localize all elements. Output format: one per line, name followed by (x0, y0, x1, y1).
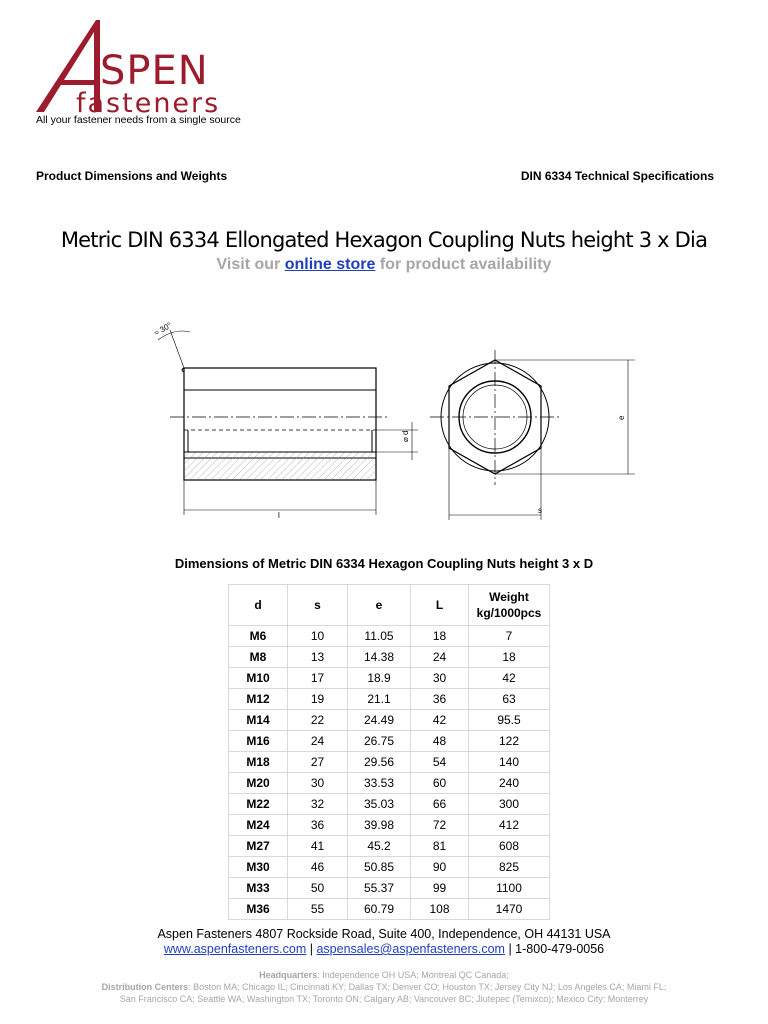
table-cell: 11.05 (348, 626, 411, 647)
table-cell: M30 (229, 857, 288, 878)
table-cell: 18 (469, 647, 550, 668)
table-cell: 36 (411, 689, 469, 710)
dc-label: Distribution Centers (101, 982, 189, 992)
header-e: e (348, 585, 411, 626)
header-left: Product Dimensions and Weights (36, 169, 228, 183)
table-cell: M24 (229, 815, 288, 836)
table-row (229, 710, 550, 731)
table-cell: 72 (411, 815, 469, 836)
table-cell: 608 (469, 836, 550, 857)
email-link[interactable]: aspensales@aspenfasteners.com (316, 942, 505, 956)
subtitle-prefix: Visit our (216, 256, 285, 273)
table-cell: 30 (288, 773, 348, 794)
table-cell: 14.38 (348, 647, 411, 668)
hq-label: Headquarters (259, 970, 318, 980)
table-cell: 48 (411, 731, 469, 752)
table-cell: 54 (411, 752, 469, 773)
table-cell: 90 (411, 857, 469, 878)
header-s: s (288, 585, 348, 626)
table-cell: 41 (288, 836, 348, 857)
table-row (229, 836, 550, 857)
table-cell: 26.75 (348, 731, 411, 752)
subtitle (0, 256, 768, 274)
angle-label: ≈ 30° (152, 320, 174, 338)
table-cell: 24 (288, 731, 348, 752)
table-cell: 412 (469, 815, 550, 836)
table-cell: 50.85 (348, 857, 411, 878)
table-cell: M14 (229, 710, 288, 731)
table-cell: 46 (288, 857, 348, 878)
diameter-label: ⌀ d (401, 430, 410, 442)
table-title: Dimensions of Metric DIN 6334 Hexagon Coupling Nuts height 3 x D (174, 556, 594, 571)
table-cell: 32 (288, 794, 348, 815)
table-cell: 45.2 (348, 836, 411, 857)
table-cell: 24.49 (348, 710, 411, 731)
table-cell: 66 (411, 794, 469, 815)
aspen-logo (34, 18, 254, 118)
table-cell: 81 (411, 836, 469, 857)
table-cell: 35.03 (348, 794, 411, 815)
table-cell: M27 (229, 836, 288, 857)
online-store-link[interactable]: online store (284, 256, 376, 273)
table-cell: 55 (288, 899, 348, 920)
e-label: e (617, 415, 626, 420)
table-cell: 95.5 (469, 710, 550, 731)
distribution-line (0, 982, 768, 992)
table-row (229, 794, 550, 815)
table-cell: 29.56 (348, 752, 411, 773)
table-header-row (229, 585, 550, 626)
table-cell: 33.53 (348, 773, 411, 794)
table-cell: 19 (288, 689, 348, 710)
brand-word: SPEN (100, 48, 209, 94)
table-cell: 42 (411, 710, 469, 731)
table-cell: 60 (411, 773, 469, 794)
table-row (229, 731, 550, 752)
table-cell: 50 (288, 878, 348, 899)
hq-text: : Independence OH USA; Montreal QC Canada; (317, 970, 509, 980)
table-cell: 17 (288, 668, 348, 689)
table-cell: 42 (469, 668, 550, 689)
table-cell: 300 (469, 794, 550, 815)
table-cell: 27 (288, 752, 348, 773)
table-cell: 13 (288, 647, 348, 668)
table-cell: M10 (229, 668, 288, 689)
table-cell: 22 (288, 710, 348, 731)
table-row (229, 689, 550, 710)
header-right: DIN 6334 Technical Specifications (520, 169, 714, 183)
table-cell: 21.1 (348, 689, 411, 710)
front-view (430, 350, 635, 520)
table-cell: 108 (411, 899, 469, 920)
table-cell: M33 (229, 878, 288, 899)
brand-sub: fasteners (76, 88, 221, 119)
page-title: Metric DIN 6334 Ellongated Hexagon Coupling Nuts height 3 x Dia (60, 228, 708, 252)
footer-address: Aspen Fasteners 4807 Rockside Road, Suite 400, Independence, OH 44131 USA (157, 927, 611, 941)
table-row (229, 773, 550, 794)
table-cell: 24 (411, 647, 469, 668)
table-cell: M18 (229, 752, 288, 773)
table-row (229, 668, 550, 689)
table-cell: 60.79 (348, 899, 411, 920)
table-cell: 1470 (469, 899, 550, 920)
table-cell: 18.9 (348, 668, 411, 689)
s-label: s (538, 506, 542, 515)
technical-drawing (140, 310, 650, 525)
header-l: L (411, 585, 469, 626)
table-row (229, 878, 550, 899)
table-cell: 99 (411, 878, 469, 899)
table-cell: 63 (469, 689, 550, 710)
dimensions-table (228, 584, 550, 920)
table-cell: 7 (469, 626, 550, 647)
table-cell: 36 (288, 815, 348, 836)
table-cell: 122 (469, 731, 550, 752)
table-cell: M12 (229, 689, 288, 710)
footer-sep: | (306, 942, 317, 956)
tagline: All your fastener needs from a single source (36, 114, 241, 126)
table-cell: M16 (229, 731, 288, 752)
side-view (158, 330, 418, 515)
table-cell: M20 (229, 773, 288, 794)
table-cell: 55.37 (348, 878, 411, 899)
table-cell: 825 (469, 857, 550, 878)
table-row (229, 857, 550, 878)
header-d: d (229, 585, 288, 626)
table-row (229, 752, 550, 773)
header-weight: Weight kg/1000pcs (469, 585, 550, 626)
table-row (229, 647, 550, 668)
table-cell: 18 (411, 626, 469, 647)
table-cell: M8 (229, 647, 288, 668)
table-cell: M22 (229, 794, 288, 815)
footer-contact (0, 942, 768, 956)
footer-phone: | 1-800-479-0056 (504, 942, 605, 956)
subtitle-suffix: for product availability (375, 256, 552, 273)
length-label: l (278, 511, 280, 520)
table-cell: M36 (229, 899, 288, 920)
table-cell: 39.98 (348, 815, 411, 836)
table-cell: 30 (411, 668, 469, 689)
table-row (229, 899, 550, 920)
headquarters-line (0, 970, 768, 980)
table-cell: 240 (469, 773, 550, 794)
table-cell: M6 (229, 626, 288, 647)
table-row (229, 626, 550, 647)
distribution-line-2: San Francisco CA; Seattle WA; Washington TX; Toronto ON; Calgary AB; Vancouver BC; Jiutepec (Temixco); Mexico City; Monterrey (119, 994, 649, 1004)
table-cell: 1100 (469, 878, 550, 899)
table-cell: 140 (469, 752, 550, 773)
website-link[interactable]: www.aspenfasteners.com (163, 942, 307, 956)
table-row (229, 815, 550, 836)
dc-text: : Boston MA; Chicago IL; Cincinnati KY; Dallas TX; Denver CO; Houston TX; Jersey City NJ; Los Angeles CA; Miami FL; (188, 982, 667, 992)
table-cell: 10 (288, 626, 348, 647)
